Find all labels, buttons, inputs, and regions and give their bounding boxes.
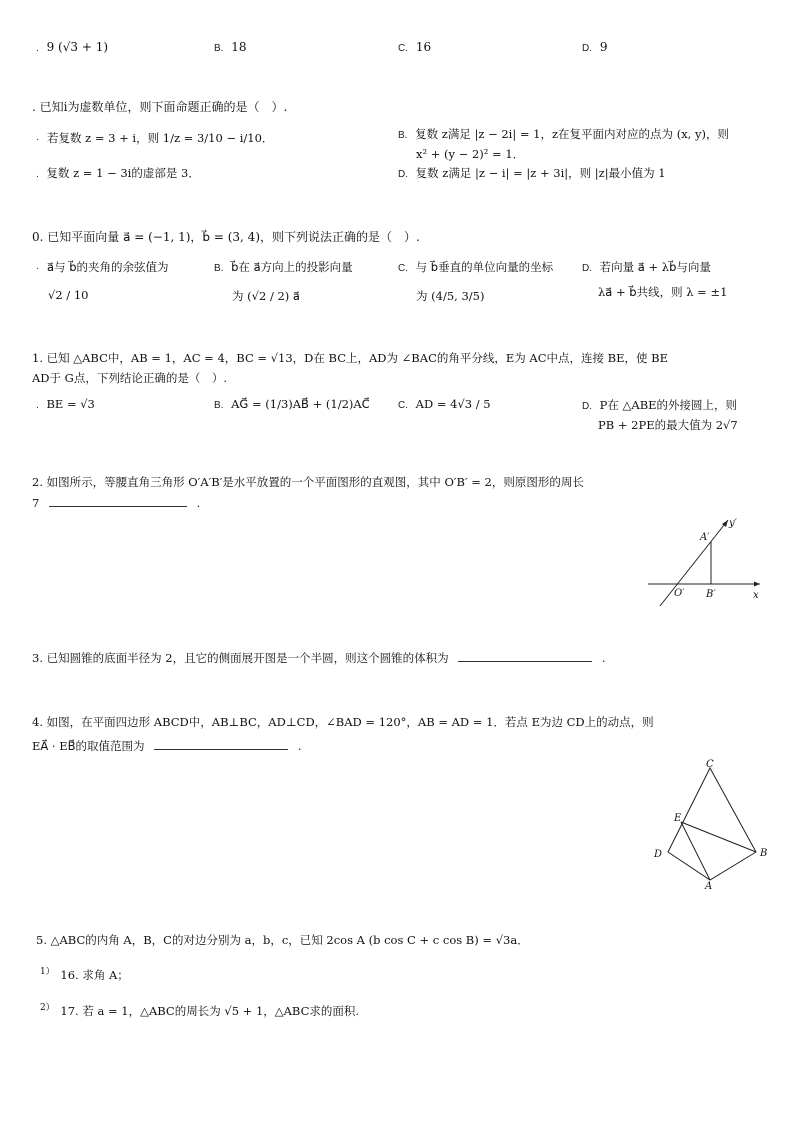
q12-stem: 2. 如图所示，等腰直角三角形 O′A′B′是水平放置的一个平面图形的直观图，其中 O′B′ = 2，则原图形的周长 — [32, 475, 584, 489]
answer-blank[interactable] — [49, 496, 187, 507]
option-text: 16 — [415, 40, 432, 54]
q8-option-b — [214, 40, 247, 54]
quadrilateral-abcd — [668, 768, 756, 880]
option-label: . — [36, 43, 39, 54]
q15-part-2 — [40, 1000, 359, 1019]
option-text: b⃗在 a⃗方向上的投影向量 — [231, 260, 353, 274]
option-label: B. — [214, 400, 224, 411]
q14-stem: 4. 如图，在平面四边形 ABCD中，AB⊥BC，AD⊥CD，∠BAD = 120°，AB = AD = 1．若点 E为边 CD上的动点，则 — [32, 715, 654, 729]
option-label: D. — [398, 169, 408, 180]
q15-part-1 — [40, 964, 129, 983]
option-text: BE = √3 — [46, 397, 95, 411]
stem-text: 3. 已知圆锥的底面半径为 2，且它的侧面展开图是一个半圆，则这个圆锥的体积为 — [32, 651, 449, 665]
part-text: 17. 若 a = 1，△ABC的周长为 √5 + 1，△ABC求的面积. — [60, 1003, 360, 1018]
label-x: x — [753, 590, 759, 601]
q8-option-d — [582, 40, 607, 54]
label-c: C — [706, 759, 714, 770]
q11-option-c — [398, 397, 491, 411]
option-label: . — [36, 169, 39, 180]
label-b-prime: B′ — [706, 589, 716, 600]
q8-option-c — [398, 40, 431, 54]
part-number: 2） — [40, 1003, 55, 1013]
q12-stem-line2 — [32, 496, 200, 510]
q14-figure — [646, 756, 770, 892]
option-label: · — [36, 263, 40, 274]
y-axis-line — [660, 520, 728, 606]
q11-stem-line2: AD于 G点，下列结论正确的是（ ）. — [32, 371, 228, 385]
q10-option-b — [214, 259, 353, 275]
option-text: 复数 z满足 |z − i| = |z + 3i|，则 |z|最小值为 1 — [415, 166, 666, 180]
option-label: D. — [582, 43, 592, 54]
q9-option-a — [36, 130, 273, 146]
q10-option-a-line2: √2 / 10 — [48, 288, 89, 302]
q15-stem: 5. △ABC的内角 A，B，C的对边分别为 a，b，c，已知 2cos A (b cos C + c cos B) = √3a． — [36, 933, 529, 947]
x-axis-arrow — [754, 582, 760, 587]
q8-option-a — [36, 40, 108, 54]
option-text: 与 b⃗垂直的单位向量的坐标 — [415, 260, 554, 274]
line-prefix: 7 — [32, 496, 40, 510]
q9-option-d — [398, 165, 666, 181]
label-e: E — [674, 813, 682, 824]
label-d: D — [654, 849, 663, 860]
q11-option-d — [582, 397, 737, 413]
answer-blank[interactable] — [458, 651, 592, 662]
q9-option-b-line2: x² + (y − 2)² = 1． — [416, 147, 525, 161]
option-text: 18 — [231, 40, 247, 54]
option-text: 复数 z满足 |z − 2i| = 1，z在复平面内对应的点为 (x, y)，则 — [415, 127, 729, 141]
q11-stem: 1. 已知 △ABC中，AB = 1，AC = 4，BC = √13，D在 BC上，AD为 ∠BAC的角平分线，E为 AC中点，连接 BE，使 BE — [32, 351, 669, 365]
option-text: AG⃗ = (1/3)AB⃗ + (1/2)AC⃗ — [231, 397, 370, 411]
option-label: C. — [398, 263, 408, 274]
stem-suffix: . — [601, 651, 606, 665]
option-label: B. — [398, 130, 408, 141]
label-a: A — [705, 881, 713, 892]
option-text: 若向量 a⃗ + λb⃗与向量 — [599, 260, 711, 274]
q14-stem-line2 — [32, 738, 301, 754]
option-text: AD = 4√3 / 5 — [415, 397, 491, 411]
q9-option-c — [36, 165, 200, 181]
option-text: P在 △ABE的外接圆上，则 — [599, 398, 738, 412]
option-label: · — [36, 134, 40, 145]
stem-text: EA⃗ · EB⃗的取值范围为 — [32, 739, 145, 753]
answer-blank[interactable] — [154, 739, 288, 750]
q10-stem: 0. 已知平面向量 a⃗ = (−1, 1)，b⃗ = (3, 4)，则下列说法正确的是（ ）. — [32, 230, 420, 244]
q13-stem — [32, 650, 606, 666]
option-label: D. — [582, 263, 592, 274]
segment-e-a — [681, 822, 710, 880]
option-text: 9 — [599, 40, 608, 54]
option-label: B. — [214, 263, 224, 274]
option-label: B. — [214, 43, 224, 54]
q10-option-d — [582, 259, 711, 275]
option-label: D. — [582, 401, 592, 412]
line-suffix: . — [196, 496, 201, 510]
option-text: a⃗与 b⃗的夹角的余弦值为 — [47, 260, 169, 274]
q10-option-c — [398, 259, 553, 275]
q11-option-a — [36, 397, 95, 411]
label-a-prime: A′ — [700, 532, 710, 543]
q10-option-d-line2: λa⃗ + b⃗共线，则 λ = ±1 — [598, 285, 728, 299]
option-label: C. — [398, 400, 408, 411]
segment-e-b — [681, 822, 756, 852]
label-o-prime: O′ — [674, 588, 685, 599]
q10-option-c-line2: 为 (4/5, 3/5) — [416, 289, 485, 303]
stem-suffix: . — [297, 739, 302, 753]
option-label: C. — [398, 43, 408, 54]
label-y-prime: y′ — [729, 518, 737, 529]
label-b: B — [760, 848, 768, 859]
q9-option-b — [398, 126, 729, 142]
q10-option-a — [36, 259, 169, 275]
q9-stem: . 已知i为虚数单位，则下面命题正确的是（ ）. — [32, 100, 288, 114]
q10-option-b-line2: 为 (√2 / 2) a⃗ — [232, 289, 300, 303]
option-text: 若复数 z = 3 + i，则 1/z = 3/10 − i/10． — [47, 131, 274, 145]
option-text: 复数 z = 1 − 3i的虚部是 3． — [46, 166, 200, 180]
q11-option-b — [214, 397, 370, 411]
option-text: 9 (√3 + 1) — [46, 40, 109, 54]
q12-figure — [640, 512, 764, 612]
option-label: . — [36, 400, 39, 411]
part-text: 16. 求角 A； — [60, 967, 129, 982]
q11-option-d-line2: PB + 2PE的最大值为 2√7 — [598, 418, 738, 432]
part-number: 1） — [40, 967, 55, 977]
